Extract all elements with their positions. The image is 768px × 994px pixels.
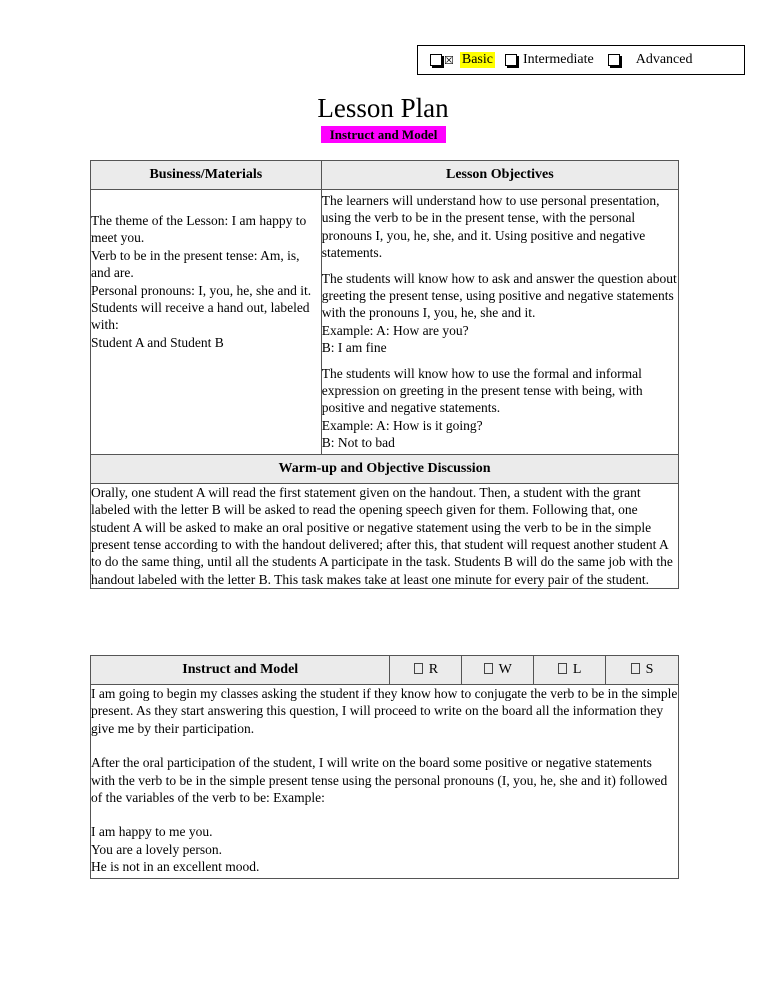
objective-example: Example: A: How are you? bbox=[321, 322, 469, 338]
objectives-header: Lesson Objectives bbox=[321, 161, 678, 190]
skill-speaking[interactable]: S bbox=[606, 656, 679, 685]
skill-writing[interactable]: W bbox=[462, 656, 534, 685]
advanced-label: Advanced bbox=[635, 52, 693, 67]
example-line: He is not in an excellent mood. bbox=[91, 859, 260, 875]
basic-label: Basic bbox=[461, 52, 493, 67]
materials-item: Verb to be in the present tense: Am, is, and are. bbox=[91, 247, 300, 281]
intermediate-checkbox[interactable] bbox=[505, 54, 517, 66]
objectives-cell bbox=[321, 190, 678, 455]
page-title: Lesson Plan bbox=[317, 93, 449, 123]
objective-example: B: Not to bad bbox=[321, 435, 395, 451]
materials-cell bbox=[91, 190, 322, 455]
example-line: You are a lovely person. bbox=[91, 841, 222, 857]
instruct-paragraph: I am going to begin my classes asking the student if they know how to conjugate the verb to be in the simple present. As they start answering this question, I will proceed to write on the board all the information they give me by their participation. bbox=[91, 686, 678, 736]
materials-header: Business/Materials bbox=[91, 161, 322, 190]
checkbox-icon bbox=[631, 663, 640, 674]
intermediate-label: Intermediate bbox=[522, 52, 594, 67]
checkbox-icon bbox=[414, 663, 423, 674]
advanced-checkbox[interactable] bbox=[608, 54, 620, 66]
instruct-paragraph: After the oral participation of the student, I will write on the board some positive or negative statements with the verb to be in the simple present tense using the personal pronouns (I, you, he, she and it) followed of the variables of the verb to be: Example: bbox=[91, 755, 668, 806]
checkbox-icon bbox=[558, 663, 567, 674]
materials-item: Personal pronouns: I, you, he, she and it. bbox=[91, 282, 312, 298]
objective-paragraph: The learners will understand how to use personal presentation, using the verb to be in the present tense, with the personal pronouns I, you, he, she, and it. Using positive and negative statements. bbox=[321, 193, 660, 261]
skill-listening[interactable]: L bbox=[534, 656, 606, 685]
lesson-table bbox=[90, 160, 679, 589]
warmup-header: Warm-up and Objective Discussion bbox=[91, 454, 679, 483]
materials-item: Student A and Student B bbox=[91, 334, 224, 350]
objective-example: Example: A: How is it going? bbox=[321, 417, 483, 433]
check-mark-icon: ☒ bbox=[444, 53, 454, 67]
example-line: I am happy to me you. bbox=[91, 824, 213, 840]
instruct-body bbox=[91, 685, 679, 879]
objective-paragraph: The students will know how to ask and answer the question about greeting the present tense, using positive and negative statements with the pronouns I, you, he, she and it. bbox=[321, 270, 677, 321]
basic-checkbox[interactable] bbox=[430, 54, 442, 66]
page-subtitle: Instruct and Model bbox=[321, 126, 446, 143]
warmup-text: Orally, one student A will read the first statement given on the handout. Then, a student with the grant labeled with the letter B will be asked to read the opening speech given for them. Following that, one student A will be asked to make an oral positive or negative statement using the verb to be in the simple present tense according to with the handout delivered; after this, that student will request another student A to do the same thing, until all the students A participate in the task. Students B will do the same job with the handout labeled with the letter B. This task makes take at least one minute for every pair of the student. bbox=[91, 483, 679, 588]
objective-example: B: I am fine bbox=[321, 340, 387, 356]
checkbox-icon bbox=[484, 663, 493, 674]
skill-reading[interactable]: R bbox=[390, 656, 462, 685]
level-selector bbox=[417, 45, 745, 75]
instruct-table bbox=[90, 655, 679, 879]
materials-item: Students will receive a hand out, labeled with: bbox=[91, 300, 310, 333]
materials-item: The theme of the Lesson: I am happy to meet you. bbox=[91, 213, 307, 246]
objective-paragraph: The students will know how to use the formal and informal expression on greeting in the present tense with being, with positive and negative statements. bbox=[321, 365, 643, 416]
instruct-header: Instruct and Model bbox=[91, 656, 390, 685]
